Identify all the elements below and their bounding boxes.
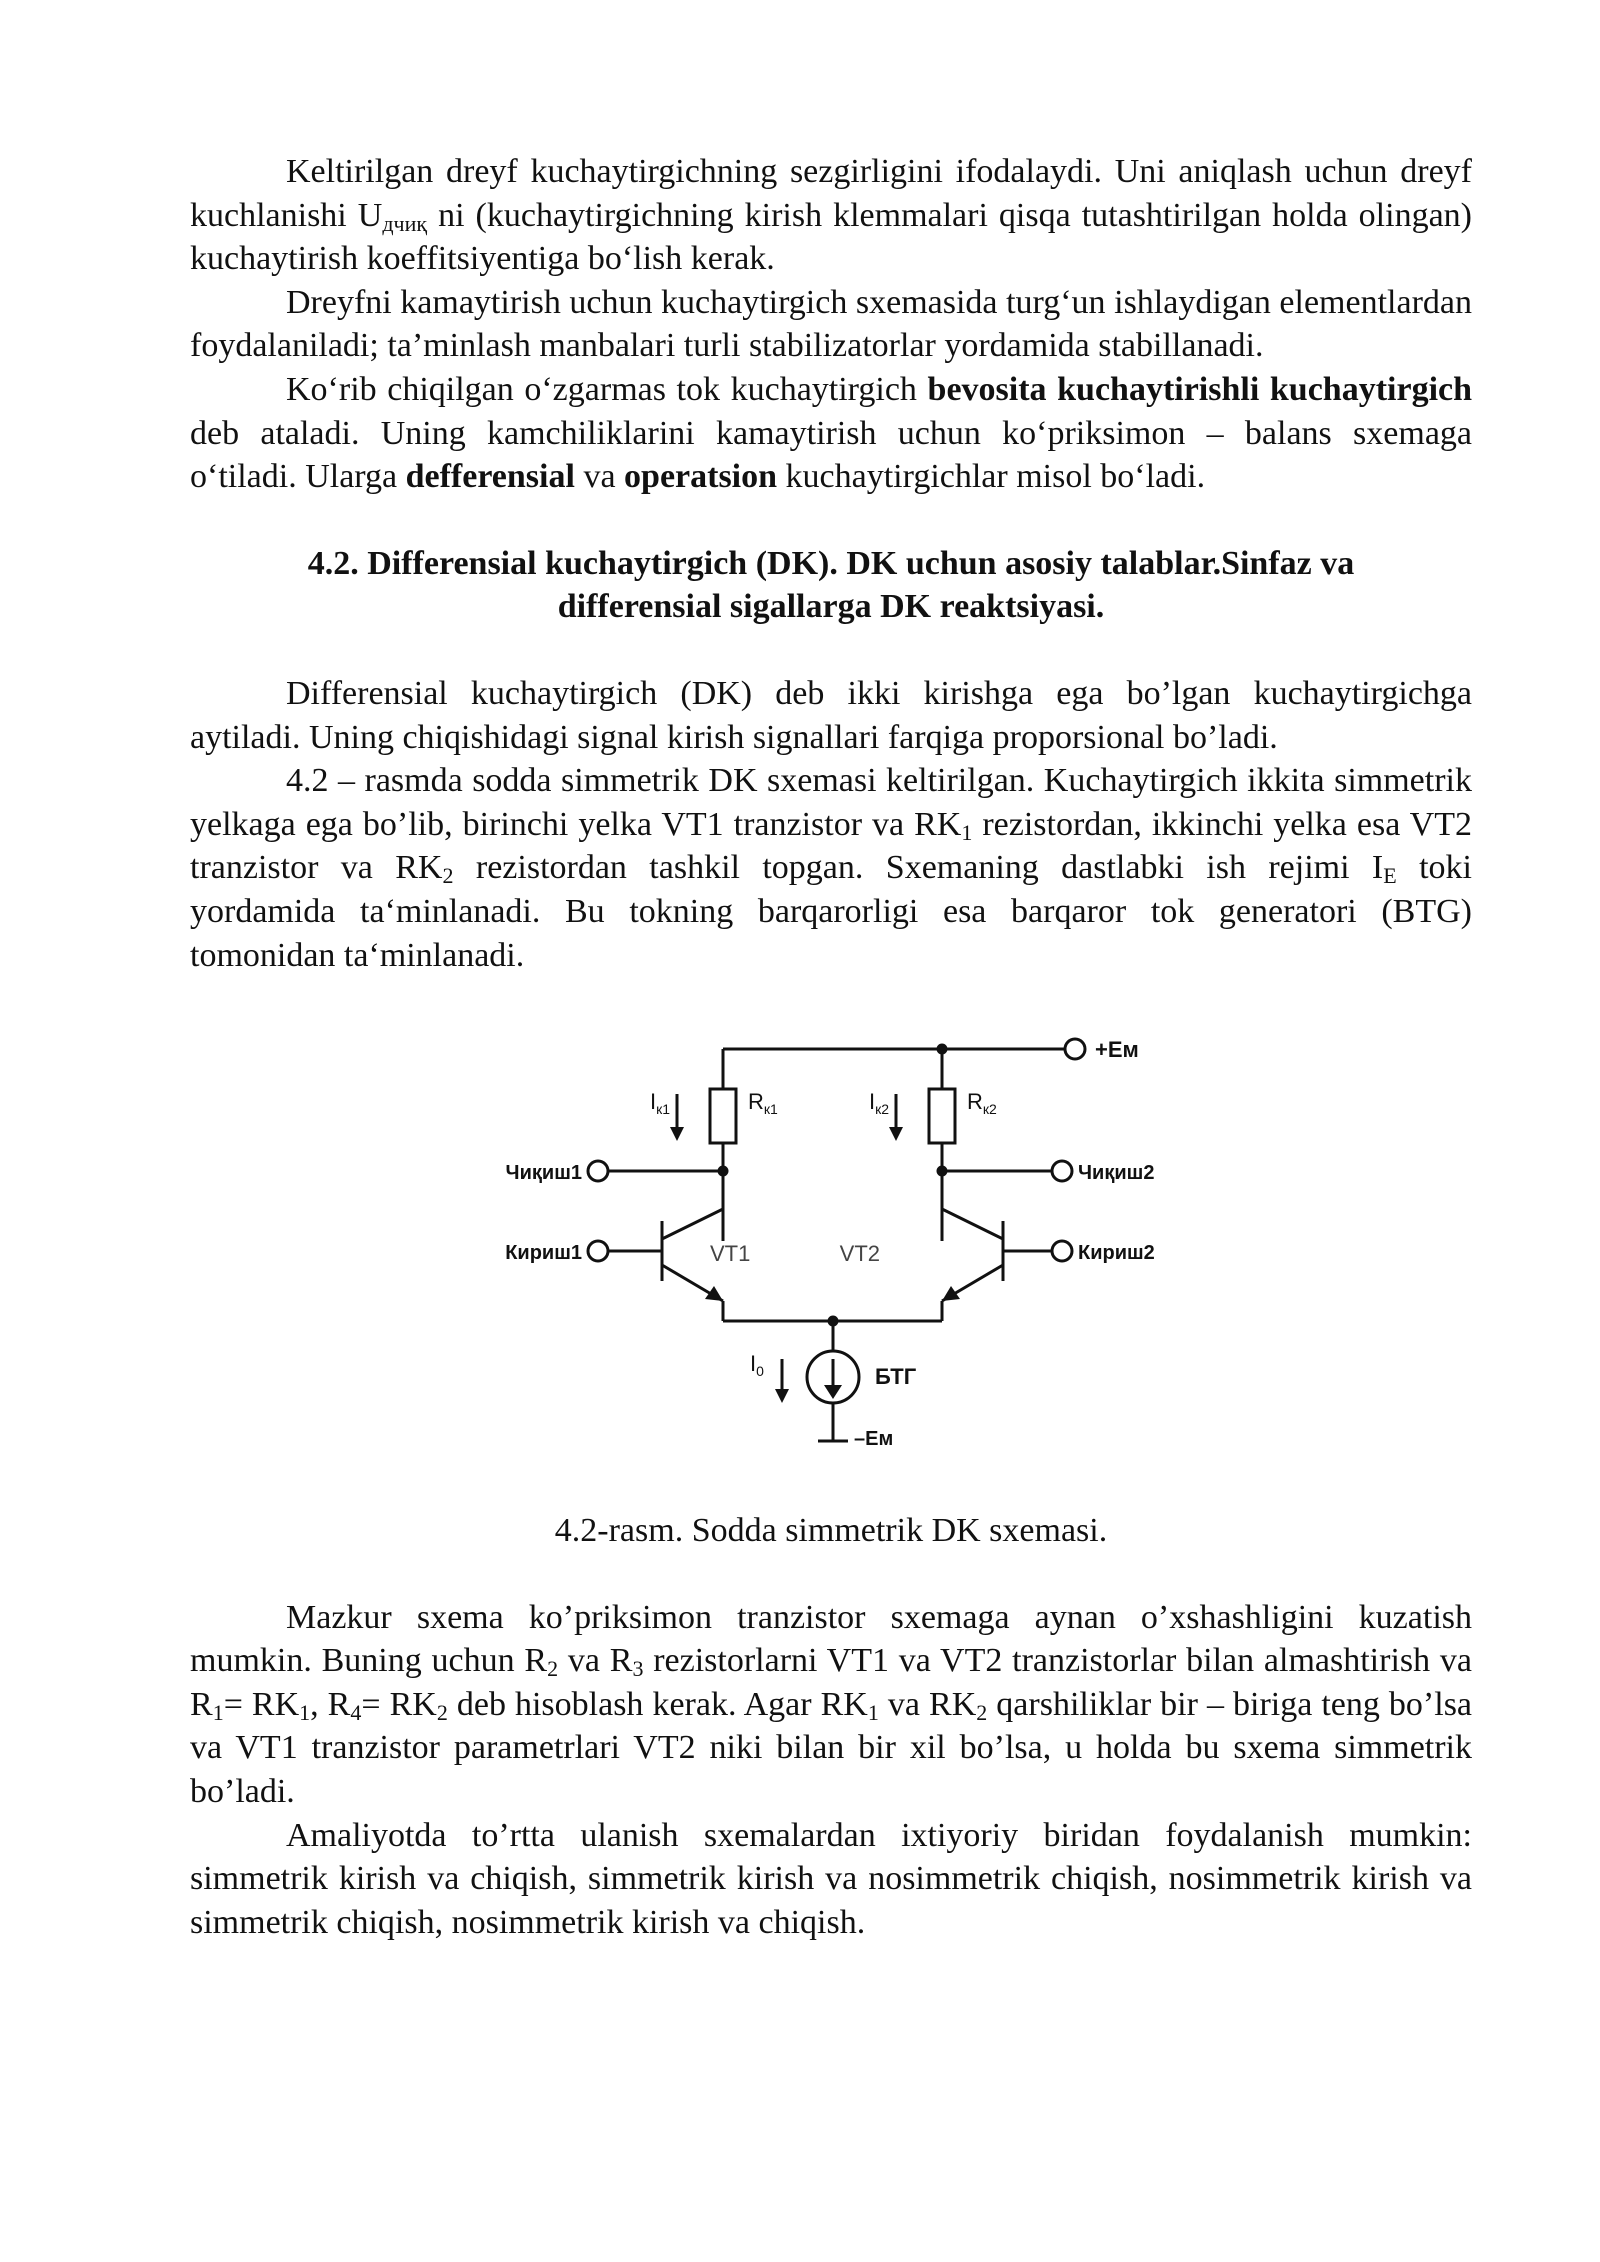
heading-line-1: 4.2. Differensial kuchaytirgich (DK). DK uchun asosiy talablar.Sinfaz va: [307, 544, 1355, 582]
btg-label: БТГ: [875, 1364, 917, 1390]
dk-circuit-diagram: [190, 1029, 1472, 1484]
i0-label: $I_0$: [750, 1351, 764, 1380]
para5-t2: rezistordan, ikkinchi yelka esa VT2 tranzistor va RK: [190, 805, 1472, 887]
para3-t1: Ko‘rib chiqilgan o‘zgarmas tok kuchaytirgich: [286, 370, 928, 408]
plus-em-terminal: [1065, 1039, 1085, 1059]
para5-t4: toki yordamida ta‘minlanadi. Bu tokning barqarorligi esa barqaror tok generatori (BTG) tomonidan ta‘minlanadi.: [190, 849, 1472, 974]
para5-s1: 1: [961, 819, 973, 845]
paragraph-dk-structure: [190, 759, 1472, 977]
para5-t3: rezistordan tashkil topgan. Sxemaning dastlabki ish rejimi I: [453, 849, 1384, 887]
ik1-arrowhead: [670, 1127, 684, 1141]
out2-label: Чиқиш2: [1078, 1162, 1155, 1185]
para3-t3: va: [574, 458, 625, 496]
para5-t1: 4.2 – rasmda sodda simmetrik DK sxemasi keltirilgan. Kuchaytirgich ikkita simmetrik yelkaga ega bo’lib, birinchi yelka VT1 tranzistor va RK: [190, 762, 1472, 843]
para5-s3: E: [1383, 863, 1397, 889]
paragraph-dk-definition: Differensial kuchaytirgich (DK) deb ikki kirishga ega bo’lgan kuchaytirgichga aytiladi. Uning chiqishidagi signal kirish signallari farqiga proporsional bo’ladi.: [190, 674, 1472, 756]
section-heading: [190, 542, 1472, 629]
page-body: [190, 150, 1472, 1944]
plus-em-label: +Eм: [1095, 1037, 1139, 1063]
para1-text-b: ni (kuchaytirgichning kirish klemmalari qisqa tutashtirilgan holda olingan) kuchaytirish koeffitsiyentiga bo‘lish kerak.: [190, 196, 1472, 278]
para3-t4: kuchaytirgichlar misol bo‘ladi.: [777, 458, 1206, 496]
out1-terminal: [588, 1161, 608, 1181]
paragraph-drift-reduction: Dreyfni kamaytirish uchun kuchaytirgich sxemasida turg‘un ishlaydigan elementlardan foydalaniladi; ta’minlash manbalari turli stabilizatorlar yordamida stabillanadi.: [190, 283, 1472, 365]
circuit-figure: [190, 1029, 1472, 1484]
minus-em-label: –Eм: [854, 1428, 894, 1451]
para1-text-a: Keltirilgan dreyf kuchaytirgichning sezgirligini ifodalaydi. Uni aniqlash uchun dreyf kuchlanishi U: [190, 153, 1472, 234]
resistor-rk1: [710, 1089, 736, 1143]
figure-caption: 4.2-rasm. Sodda simmetrik DK sxemasi.: [554, 1512, 1108, 1550]
i0-arrowhead: [775, 1389, 789, 1403]
out1-label: Чиқиш1: [505, 1162, 582, 1185]
para3-bold-term-2: defferensial: [405, 458, 575, 496]
vt1-label: VT1: [710, 1241, 751, 1267]
para3-t2: deb ataladi. Uning kamchiliklarini kamaytirish uchun ko‘priksimon – balans sxemaga o‘tiladi. Ularga: [190, 414, 1472, 496]
para3-bold-term-1: bevosita kuchaytirishli kuchaytirgich: [927, 370, 1473, 408]
para5-s2: 2: [442, 863, 454, 889]
out2-terminal: [1052, 1161, 1072, 1181]
paragraph-bridge-analogy: Mazkur sxema ko’priksimon tranzistor sxemaga aynan o’xshashligini kuzatish mumkin. Buning uchun $R_2$ va $R_3$ rezistorlarni VT1 va VT2 tranzistorlar bilan almashtirish va $R_1= RK_1$, $R_4= RK_2$ deb hisoblash kerak. Agar $RK_1$ va $RK_2$ qarshiliklar bir – biriga teng bo’lsa va VT1 tranzistor parametrlari VT2 niki bilan bir xil bo’lsa, u holda bu sxema simmetrik bo’ladi.: [190, 1598, 1473, 1811]
vt2-collector-lead: [942, 1209, 1003, 1239]
para1-subscript: дчиқ: [382, 210, 428, 236]
resistor-rk2: [929, 1089, 955, 1143]
ik1-label: $I_{к1}$: [650, 1089, 671, 1118]
in1-terminal: [588, 1241, 608, 1261]
in2-label: Кириш2: [1078, 1242, 1155, 1265]
rk1-label: $R_{к1}$: [748, 1089, 778, 1118]
ik2-arrowhead: [889, 1127, 903, 1141]
in1-label: Кириш1: [505, 1242, 582, 1265]
rk2-label: $R_{к2}$: [967, 1089, 997, 1118]
vt2-label: VT2: [839, 1241, 880, 1267]
paragraph-connection-schemes: Amaliyotda to’rtta ulanish sxemalardan ixtiyoriy biridan foydalanish mumkin: simmetrik kirish va chiqish, simmetrik kirish va nosimmetrik chiqish, nosimmetrik kirish va simmetrik chiqish, nosimmetrik kirish va chiqish.: [190, 1816, 1472, 1941]
in2-terminal: [1052, 1241, 1072, 1261]
vt1-collector-lead: [662, 1209, 723, 1239]
heading-line-2: differensial sigallarga DK reaktsiyasi.: [557, 588, 1105, 626]
paragraph-direct-amplifier: [190, 368, 1472, 499]
para3-bold-term-3: operatsion: [624, 458, 778, 496]
ik2-label: $I_{к2}$: [869, 1089, 890, 1118]
paragraph-drift-sensitivity: [190, 150, 1472, 281]
